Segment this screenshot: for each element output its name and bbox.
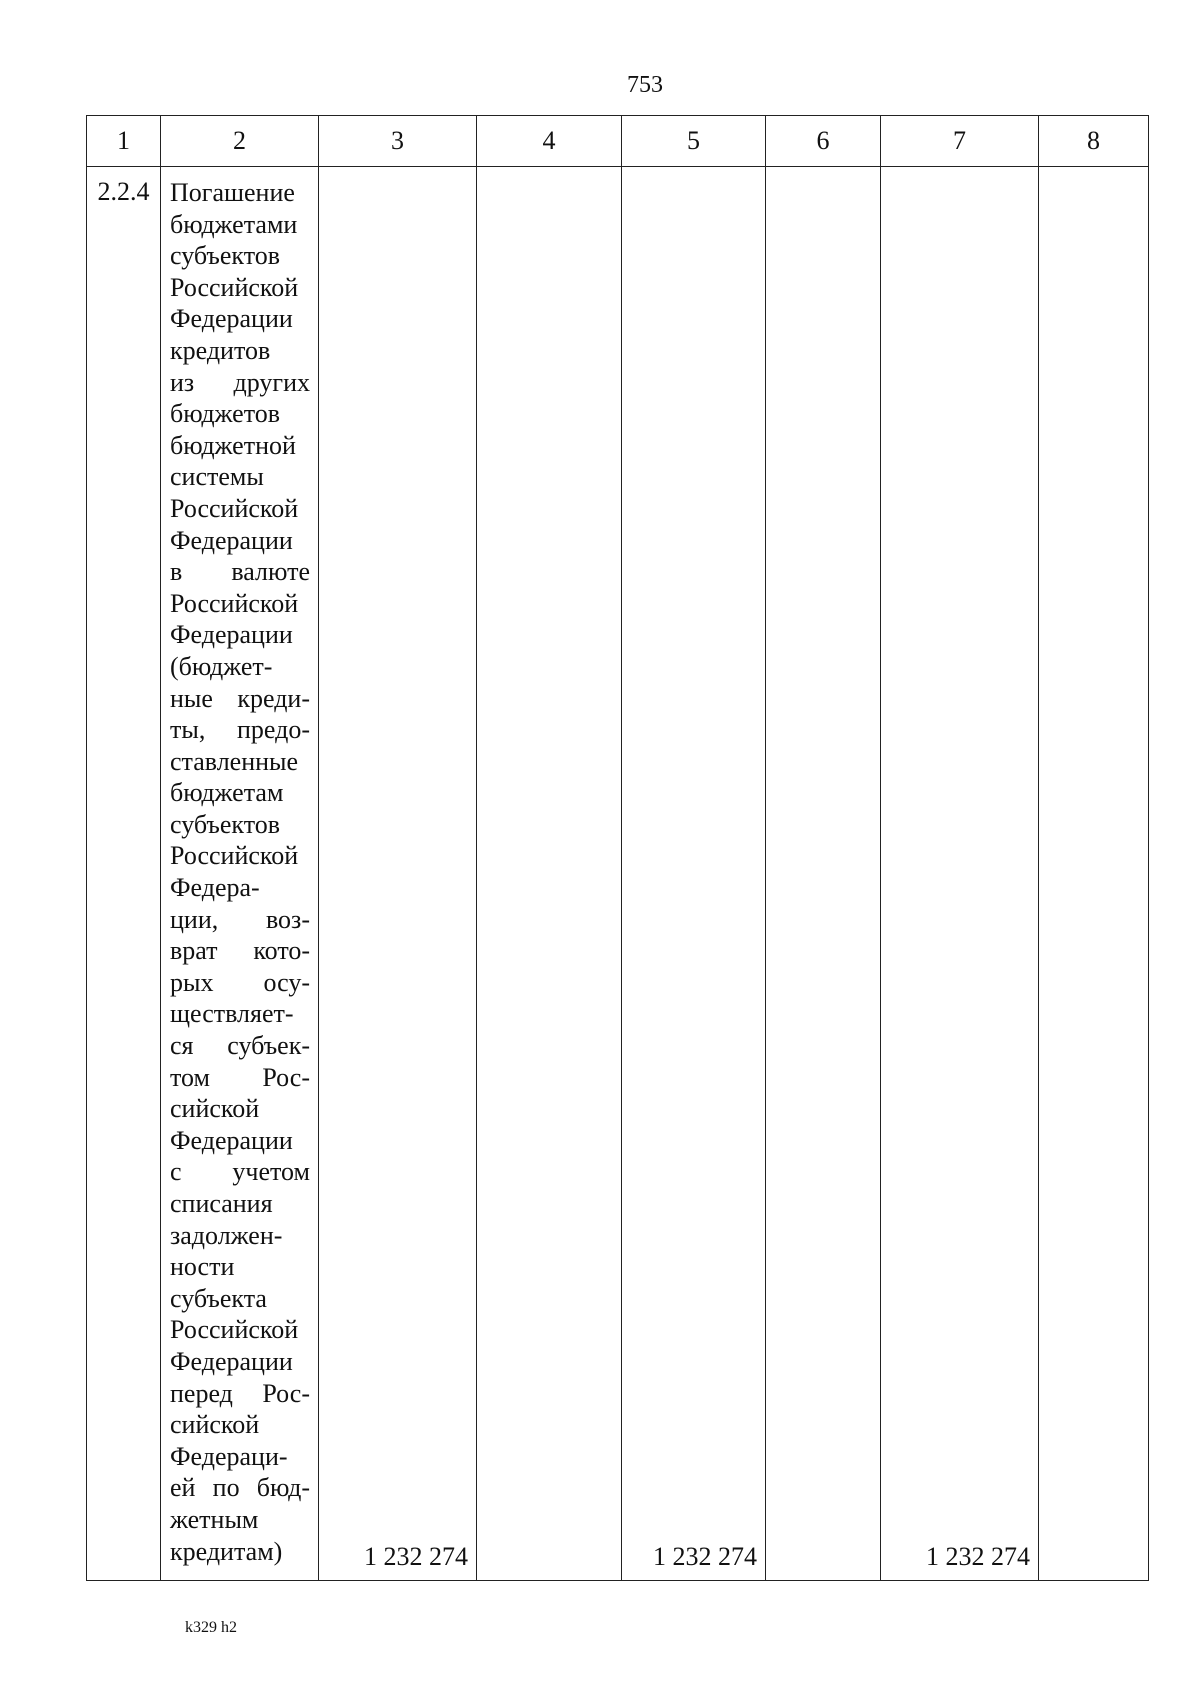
description-line: ставленные <box>170 746 299 776</box>
description-line: бюджетами <box>170 209 298 239</box>
header-row <box>87 116 1149 167</box>
column-header-2: 2 <box>161 116 319 167</box>
column-header-8: 8 <box>1039 116 1149 167</box>
value-col-4 <box>477 167 622 1581</box>
column-header-1: 1 <box>87 116 161 167</box>
description-line: Федерации <box>170 620 293 650</box>
column-header-4: 4 <box>477 116 622 167</box>
description-line: ции, воз- <box>170 904 310 934</box>
column-header-6: 6 <box>766 116 881 167</box>
description-line: списания <box>170 1189 273 1218</box>
description-line: Федерации <box>170 1346 293 1376</box>
description-line: Федерации <box>170 525 293 555</box>
footer-code: k329 h2 <box>185 1619 237 1636</box>
description-line: Погашение <box>170 178 295 207</box>
value-col-7: 1 232 274 <box>881 167 1039 1581</box>
table-row <box>87 167 1149 1581</box>
description-line: Федерации <box>170 1125 293 1155</box>
description-line: сийской <box>170 1410 260 1440</box>
description-line: Российской <box>170 272 299 302</box>
description-line: том Рос- <box>170 1062 310 1092</box>
description-line: рых осу- <box>170 967 310 997</box>
column-header-7: 7 <box>881 116 1039 167</box>
description-line: (бюджет- <box>170 651 273 681</box>
description-line: врат кото- <box>170 936 310 966</box>
column-header-5: 5 <box>622 116 766 167</box>
value-col-5: 1 232 274 <box>622 167 766 1581</box>
description-line: системы <box>170 462 264 492</box>
description-line: бюджетов <box>170 399 281 429</box>
value-col-6 <box>766 167 881 1581</box>
description-line: субъектов <box>170 809 281 839</box>
column-header-3: 3 <box>319 116 477 167</box>
description-line: жетным <box>170 1504 259 1534</box>
description-line: из других <box>170 367 310 397</box>
description-line: Российской <box>170 493 299 523</box>
value-col-8 <box>1039 167 1149 1581</box>
description-line: ей по бюд- <box>170 1473 310 1503</box>
description-line: ществляет- <box>170 999 294 1029</box>
description-line: кредитам) <box>170 1536 283 1566</box>
description-line: ности <box>170 1252 235 1282</box>
row-code: 2.2.4 <box>87 167 161 1581</box>
budget-table <box>86 115 1149 1581</box>
description-line: ся субъек- <box>170 1031 310 1061</box>
description-line: Российской <box>170 588 299 618</box>
description-line: с учетом <box>170 1157 310 1187</box>
row-description <box>161 167 319 1581</box>
description-line: сийской <box>170 1094 260 1124</box>
description-line: перед Рос- <box>170 1378 310 1408</box>
description-line: Российской <box>170 841 299 871</box>
description-line: бюджетам <box>170 778 284 808</box>
description-line: Федера- <box>170 873 260 903</box>
description-line: кредитов <box>170 335 271 365</box>
value-col-3: 1 232 274 <box>319 167 477 1581</box>
description-line: задолжен- <box>170 1220 283 1250</box>
page-number: 753 <box>627 72 663 98</box>
description-line: в валюте <box>170 557 310 587</box>
description-line: Российской <box>170 1315 299 1345</box>
description-line: Федерации <box>170 304 293 334</box>
description-line: субъекта <box>170 1283 267 1313</box>
description-text <box>170 177 310 1567</box>
description-line: ные креди- <box>170 683 310 713</box>
description-line: Федераци- <box>170 1441 288 1471</box>
description-line: бюджетной <box>170 430 296 460</box>
description-line: ты, предо- <box>170 715 310 745</box>
description-line: субъектов <box>170 241 281 271</box>
